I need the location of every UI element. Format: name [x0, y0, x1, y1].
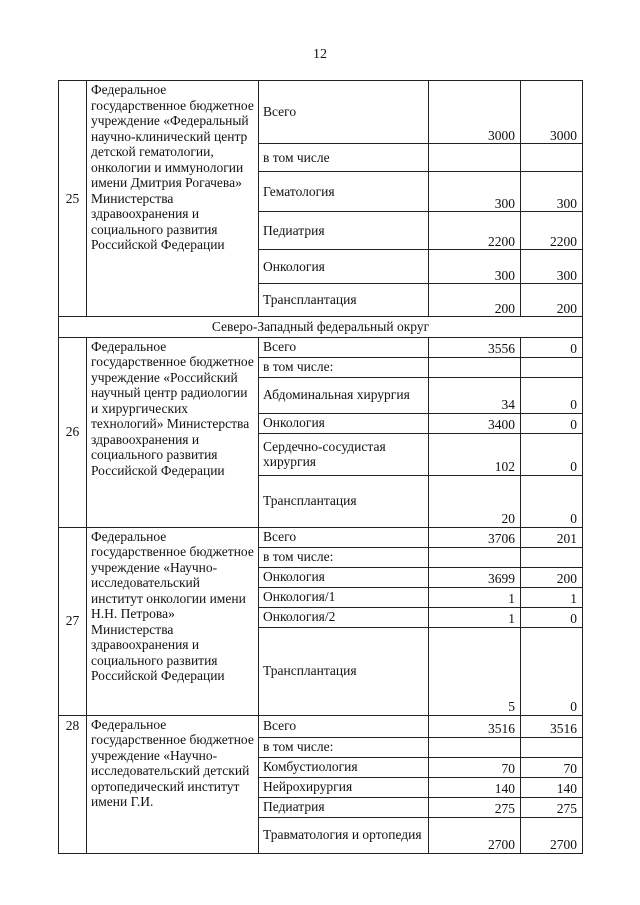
category-cell: Педиатрия	[259, 212, 429, 250]
value-cell: 3400	[429, 413, 521, 433]
value-cell: 3516	[521, 715, 583, 737]
value-cell: 3000	[521, 81, 583, 144]
value-cell	[429, 547, 521, 567]
category-cell: в том числе	[259, 144, 429, 172]
value-cell	[429, 737, 521, 757]
value-cell: 200	[521, 567, 583, 587]
value-cell: 102	[429, 433, 521, 475]
value-cell: 3516	[429, 715, 521, 737]
value-cell: 20	[429, 475, 521, 527]
value-cell: 200	[521, 284, 583, 317]
value-cell: 2200	[429, 212, 521, 250]
value-cell	[521, 357, 583, 377]
organization-name: Федеральное государственное бюджетное учреждение «Федеральный научно-клинический центр детской гематологии, онкологии и иммунологии имени Дмитрия Рогачева» Министерства здравоохранения и социального развития Российской Федерации	[87, 81, 259, 317]
value-cell: 275	[521, 797, 583, 817]
value-cell: 0	[521, 627, 583, 715]
page-number: 12	[313, 47, 327, 62]
value-cell: 0	[521, 337, 583, 357]
value-cell	[429, 144, 521, 172]
category-cell: Онкология	[259, 413, 429, 433]
value-cell: 300	[429, 172, 521, 212]
quota-table	[58, 80, 583, 854]
value-cell: 2200	[521, 212, 583, 250]
value-cell: 70	[429, 757, 521, 777]
category-cell: Онкология	[259, 250, 429, 284]
value-cell: 70	[521, 757, 583, 777]
table-row	[59, 337, 583, 357]
region-header: Северо-Западный федеральный округ	[59, 317, 583, 338]
value-cell: 1	[521, 587, 583, 607]
category-cell: Гематология	[259, 172, 429, 212]
value-cell: 1	[429, 607, 521, 627]
value-cell: 34	[429, 377, 521, 413]
category-cell: Трансплантация	[259, 475, 429, 527]
table-row	[59, 527, 583, 547]
value-cell: 200	[429, 284, 521, 317]
category-cell: Абдоминальная хирургия	[259, 377, 429, 413]
value-cell	[521, 547, 583, 567]
category-cell: Онкология/2	[259, 607, 429, 627]
category-cell: в том числе:	[259, 357, 429, 377]
category-cell: Всего	[259, 527, 429, 547]
value-cell	[429, 357, 521, 377]
value-cell: 140	[429, 777, 521, 797]
value-cell: 5	[429, 627, 521, 715]
row-number: 26	[59, 337, 87, 527]
table-row	[59, 81, 583, 144]
category-cell: Онкология	[259, 567, 429, 587]
value-cell: 300	[521, 250, 583, 284]
value-cell: 201	[521, 527, 583, 547]
category-cell: Педиатрия	[259, 797, 429, 817]
value-cell: 300	[429, 250, 521, 284]
value-cell: 0	[521, 475, 583, 527]
value-cell: 275	[429, 797, 521, 817]
category-cell: Онкология/1	[259, 587, 429, 607]
category-cell: Всего	[259, 337, 429, 357]
organization-name: Федеральное государственное бюджетное учреждение «Российский научный центр радиологии и хирургических технологий» Министерства здравоохранения и социального развития Российской Федерации	[87, 337, 259, 527]
value-cell: 3706	[429, 527, 521, 547]
category-cell: Нейрохирургия	[259, 777, 429, 797]
value-cell: 0	[521, 433, 583, 475]
row-number: 28	[59, 715, 87, 853]
category-cell: Сердечно-сосудистая хирургия	[259, 433, 429, 475]
value-cell: 0	[521, 607, 583, 627]
category-cell: Комбустиология	[259, 757, 429, 777]
row-number: 25	[59, 81, 87, 317]
region-header-row	[59, 317, 583, 338]
value-cell: 3000	[429, 81, 521, 144]
value-cell: 140	[521, 777, 583, 797]
category-cell: в том числе:	[259, 547, 429, 567]
category-cell: Всего	[259, 81, 429, 144]
value-cell: 300	[521, 172, 583, 212]
value-cell	[521, 144, 583, 172]
value-cell: 3556	[429, 337, 521, 357]
category-cell: в том числе:	[259, 737, 429, 757]
organization-name: Федеральное государственное бюджетное учреждение «Научно-исследовательский детский ортопедический институт имени Г.И.	[87, 715, 259, 853]
value-cell: 3699	[429, 567, 521, 587]
value-cell: 0	[521, 413, 583, 433]
category-cell: Трансплантация	[259, 627, 429, 715]
value-cell: 0	[521, 377, 583, 413]
value-cell: 2700	[429, 817, 521, 853]
row-number: 27	[59, 527, 87, 715]
category-cell: Трансплантация	[259, 284, 429, 317]
category-cell: Травматология и ортопедия	[259, 817, 429, 853]
organization-name: Федеральное государственное бюджетное учреждение «Научно-исследовательский институт онкологии имени Н.Н. Петрова» Министерства здравоохранения и социального развития Российской Федерации	[87, 527, 259, 715]
value-cell	[521, 737, 583, 757]
table-row	[59, 715, 583, 737]
value-cell: 1	[429, 587, 521, 607]
category-cell: Всего	[259, 715, 429, 737]
value-cell: 2700	[521, 817, 583, 853]
